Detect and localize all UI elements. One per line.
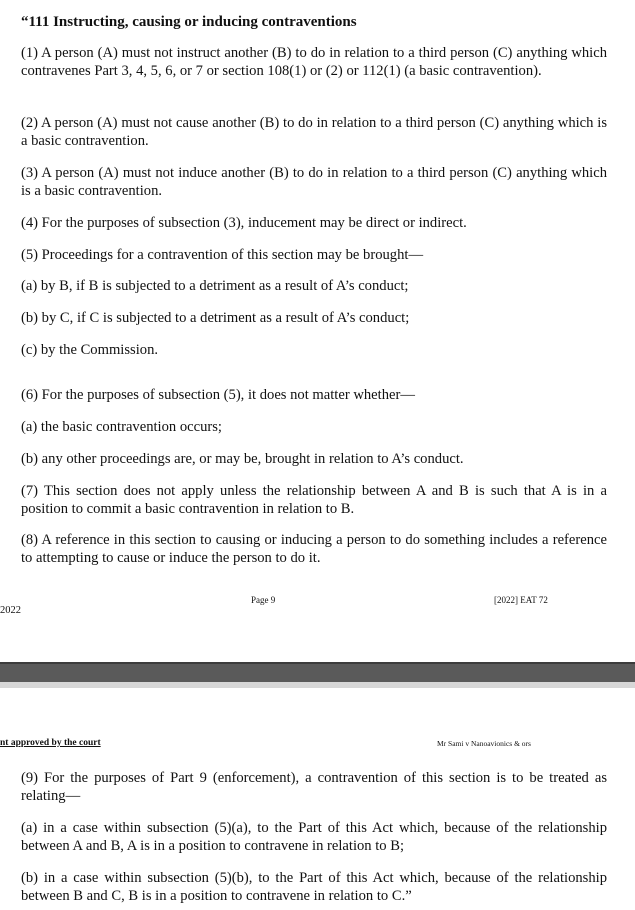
paragraph-9a: (a) in a case within subsection (5)(a), to the Part of this Act which, because of the relationship between A and B, A is in a position to contravene in relation to B; <box>21 820 607 854</box>
page-number: Page 9 <box>251 595 276 605</box>
paragraph-5b: (b) by C, if C is subjected to a detriment as a result of A’s conduct; <box>21 310 410 326</box>
paragraph-3: (3) A person (A) must not induce another (B) to do in relation to a third person (C) anything which is a basic contravention. <box>21 165 607 199</box>
header-case-name: Mr Sami v Nanoavionics & ors <box>437 739 531 748</box>
paragraph-6a: (a) the basic contravention occurs; <box>21 419 222 435</box>
paragraph-2: (2) A person (A) must not cause another (B) to do in relation to a third person (C) anything which is a basic contravention. <box>21 115 607 149</box>
paragraph-6b: (b) any other proceedings are, or may be, brought in relation to A’s conduct. <box>21 451 464 467</box>
paragraph-5: (5) Proceedings for a contravention of this section may be brought— <box>21 247 424 263</box>
section-heading: “111 Instructing, causing or inducing contraventions <box>21 14 357 30</box>
footer-citation: [2022] EAT 72 <box>494 595 548 605</box>
paragraph-9: (9) For the purposes of Part 9 (enforcement), a contravention of this section is to be treated as relating— <box>21 770 607 804</box>
paragraph-8: (8) A reference in this section to causing or inducing a person to do something includes a reference to attempting to cause or induce the person to do it. <box>21 532 607 566</box>
paragraph-9b: (b) in a case within subsection (5)(b), to the Part of this Act which, because of the relationship between B and C, B is in a position to contravene in relation to C.” <box>21 870 607 904</box>
paragraph-4: (4) For the purposes of subsection (3), inducement may be direct or indirect. <box>21 215 467 231</box>
paragraph-5a: (a) by B, if B is subjected to a detriment as a result of A’s conduct; <box>21 278 409 294</box>
paragraph-6: (6) For the purposes of subsection (5), it does not matter whether— <box>21 387 415 403</box>
paragraph-5c: (c) by the Commission. <box>21 342 159 358</box>
paragraph-1: (1) A person (A) must not instruct another (B) to do in relation to a third person (C) anything which contravenes Part 3, 4, 5, 6, or 7 or section 108(1) or (2) or 112(1) (a basic contravention). <box>21 45 607 79</box>
header-left-fragment: nt approved by the court <box>0 738 101 748</box>
paragraph-7: (7) This section does not apply unless the relationship between A and B is such that A is in a position to commit a basic contravention in relation to B. <box>21 483 607 517</box>
footer-left-fragment: 2022 <box>0 605 21 616</box>
document-page-bottom <box>0 688 635 910</box>
